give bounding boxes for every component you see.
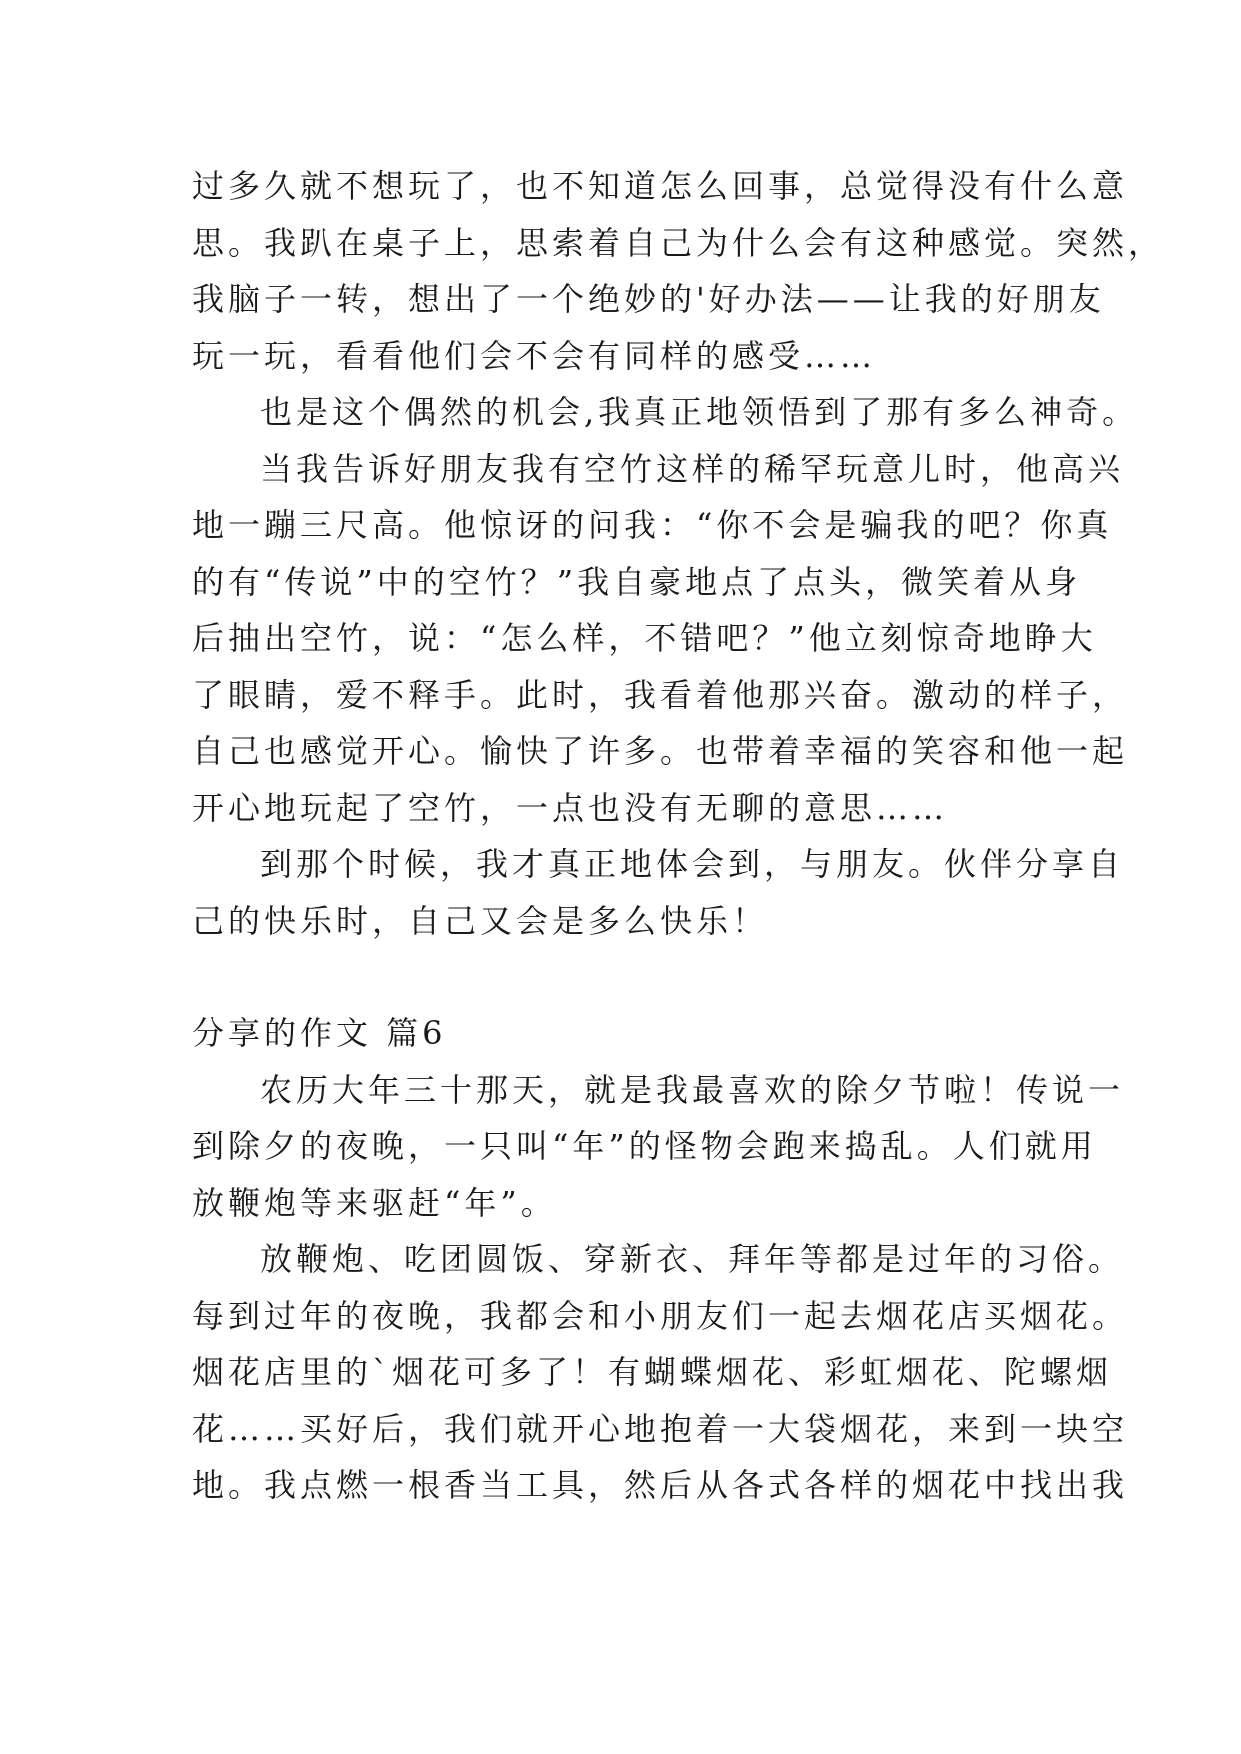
text-line: 放鞭炮、吃团圆饭、穿新衣、拜年等都是过年的习俗。 — [260, 1240, 1125, 1278]
text-line: 的有“传说”中的空竹？”我自豪地点了点头，微笑着从身 — [192, 562, 1082, 601]
paragraph — [192, 384, 1139, 441]
text-line: 了眼睛，爱不释手。此时，我看着他那兴奋。激动的样子， — [192, 675, 1129, 714]
section-heading: 分享的作文 篇6 — [192, 1014, 447, 1052]
text-line: 农历大年三十那天，就是我最喜欢的除夕节啦！传说一 — [260, 1070, 1125, 1109]
paragraph — [192, 1062, 1125, 1232]
text-line: 花……买好后，我们就开心地抱着一大袋烟花，来到一块空 — [192, 1409, 1129, 1448]
text-line: 地一蹦三尺高。他惊讶的问我：“你不会是骗我的吧？你真 — [192, 506, 1113, 544]
text-line: 我脑子一转，想出了一个绝妙的'好办法——让我的好朋友 — [192, 280, 1105, 318]
text-line: 当我告诉好朋友我有空竹这样的稀罕玩意儿时，他高兴 — [260, 449, 1125, 488]
text-line: 也是这个偶然的机会,我真正地领悟到了那有多么神奇。 — [260, 393, 1139, 431]
text-line: 开心地玩起了空竹，一点也没有无聊的意思…… — [192, 788, 949, 827]
text-line: 后抽出空竹，说：“怎么样，不错吧？”他立刻惊奇地睁大 — [192, 619, 1097, 657]
paragraph — [192, 1231, 1129, 1514]
paragraph — [192, 836, 1125, 949]
text-line: 思。我趴在桌子上，思索着自己为什么会有这种感觉。突然， — [192, 223, 1165, 262]
text-line: 玩一玩，看看他们会不会有同样的感受…… — [192, 336, 877, 375]
text-line: 自己也感觉开心。愉快了许多。也带着幸福的笑容和他一起 — [192, 732, 1129, 770]
text-line: 地。我点燃一根香当工具，然后从各式各样的烟花中找出我 — [192, 1466, 1129, 1504]
text-line: 过多久就不想玩了，也不知道怎么回事，总觉得没有什么意 — [192, 167, 1129, 205]
text-line: 每到过年的夜晚，我都会和小朋友们一起去烟花店买烟花。 — [192, 1296, 1129, 1335]
text-line: 到除夕的夜晚，一只叫“年”的怪物会跑来捣乱。人们就用 — [192, 1127, 1097, 1165]
text-line: 己的快乐时，自己又会是多么快乐！ — [192, 901, 769, 940]
text-line: 烟花店里的`烟花可多了！有蝴蝶烟花、彩虹烟花、陀螺烟 — [192, 1353, 1113, 1391]
text-line: 放鞭炮等来驱赶“年”。 — [192, 1183, 557, 1222]
paragraph — [192, 441, 1129, 837]
text-line: 到那个时候，我才真正地体会到，与朋友。伙伴分享自 — [260, 845, 1125, 883]
paragraph — [192, 158, 1165, 384]
